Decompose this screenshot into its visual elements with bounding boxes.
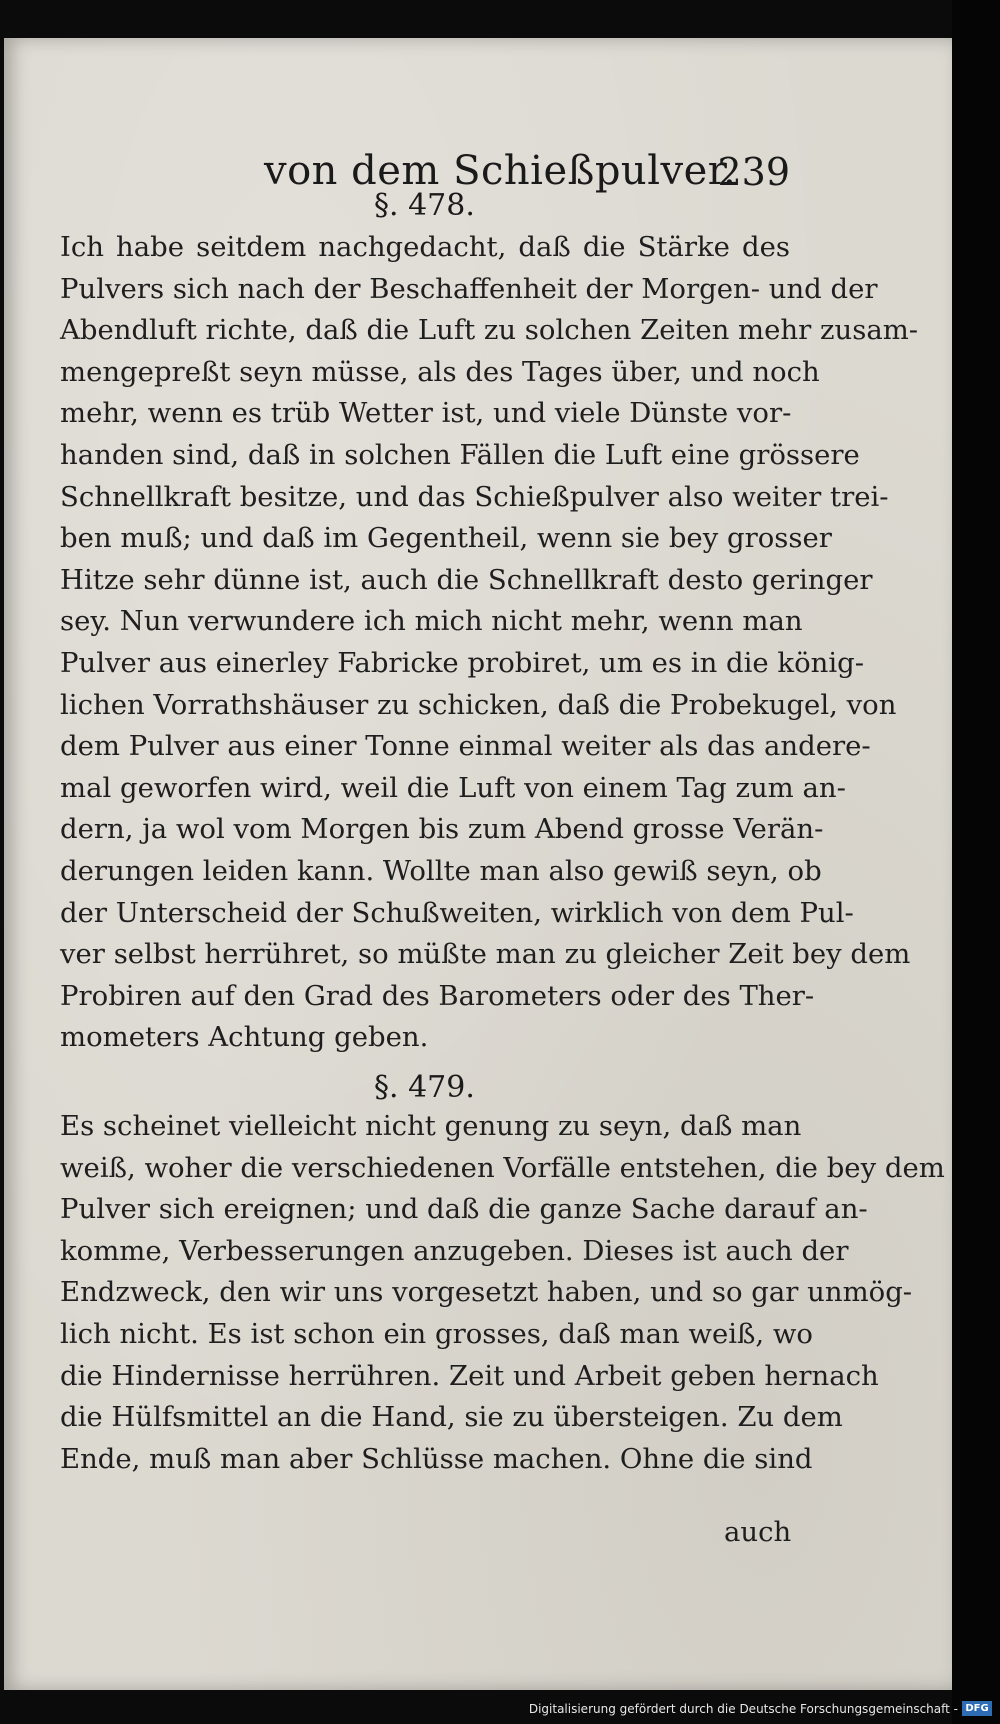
section-number-478: §. 478. (374, 188, 475, 223)
text-line: dern, ja wol vom Morgen bis zum Abend grosse Verän- (60, 813, 824, 846)
text-line: der Unterscheid der Schußweiten, wirklich von dem Pul- (60, 896, 854, 929)
text-line: Endzweck, den wir uns vorgesetzt haben, und so gar unmög- (60, 1276, 913, 1309)
text-line: sey. Nun verwundere ich mich nicht mehr, wenn man (60, 605, 803, 638)
running-title: von dem Schießpulver. (264, 148, 737, 194)
text-line: dem Pulver aus einer Tonne einmal weiter als das andere- (60, 730, 871, 763)
scan-border (952, 0, 1000, 1724)
page-number: 239 (717, 150, 790, 194)
text-line: weiß, woher die verschiedenen Vorfälle entstehen, die bey dem (60, 1151, 945, 1184)
book-page (4, 38, 952, 1690)
text-line: Ich habe seitdem nachgedacht, daß die Stärke des (60, 231, 790, 263)
text-line: die Hindernisse herrühren. Zeit und Arbeit geben hernach (60, 1359, 879, 1392)
text-line: derungen leiden kann. Wollte man also gewiß seyn, ob (60, 854, 822, 887)
text-line: lich nicht. Es ist schon ein grosses, daß man weiß, wo (60, 1317, 813, 1350)
text-line: Ende, muß man aber Schlüsse machen. Ohne die sind (60, 1442, 813, 1475)
section-479-text (60, 1106, 945, 1480)
text-line: Pulver sich ereignen; und daß die ganze Sache darauf an- (60, 1193, 868, 1226)
text-line: mal geworfen wird, weil die Luft von einem Tag zum an- (60, 771, 846, 804)
dfg-logo: DFG (962, 1701, 992, 1716)
text-line: komme, Verbesserungen anzugeben. Dieses ist auch der (60, 1234, 849, 1267)
text-line: mometers Achtung geben. (60, 1021, 429, 1054)
section-478-text (60, 227, 919, 1059)
funding-credit: Digitalisierung gefördert durch die Deutsche Forschungsgemeinschaft - (528, 1702, 958, 1716)
text-line: ben muß; und daß im Gegentheil, wenn sie bey grosser (60, 522, 832, 555)
text-line: mehr, wenn es trüb Wetter ist, und viele Dünste vor- (60, 397, 792, 430)
text-line: Pulvers sich nach der Beschaffenheit der Morgen- und der (60, 272, 878, 305)
text-line: Probiren auf den Grad des Barometers oder des Ther- (60, 979, 815, 1012)
text-line: die Hülfsmittel an die Hand, sie zu übersteigen. Zu dem (60, 1401, 843, 1434)
catchword: auch (724, 1516, 792, 1548)
text-line: handen sind, daß in solchen Fällen die Luft eine grössere (60, 438, 860, 471)
text-line: mengepreßt seyn müsse, als des Tages über, und noch (60, 355, 820, 388)
text-line: ver selbst herrühret, so müßte man zu gleicher Zeit bey dem (60, 938, 911, 971)
text-line: Schnellkraft besitze, und das Schießpulver also weiter trei- (60, 480, 889, 513)
text-line: Es scheinet vielleicht nicht genung zu seyn, daß man (60, 1110, 802, 1142)
page-header (64, 126, 790, 196)
text-line: lichen Vorrathshäuser zu schicken, daß die Probekugel, von (60, 688, 897, 721)
text-line: Abendluft richte, daß die Luft zu solchen Zeiten mehr zusam- (60, 314, 919, 347)
text-line: Pulver aus einerley Fabricke probiret, um es in die könig- (60, 646, 865, 679)
text-line: Hitze sehr dünne ist, auch die Schnellkraft desto geringer (60, 563, 873, 596)
section-number-479: §. 479. (374, 1070, 475, 1105)
digitization-footer (0, 1696, 1000, 1724)
